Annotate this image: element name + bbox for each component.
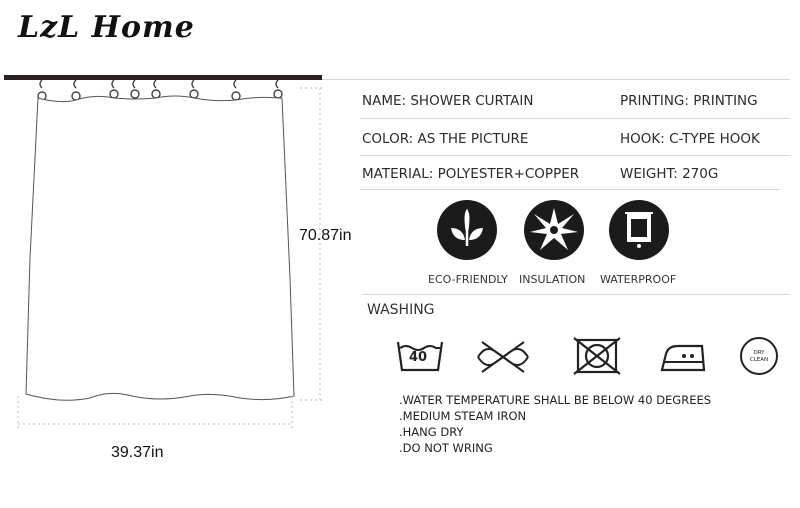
spec-printing: PRINTING: PRINTING: [620, 93, 758, 109]
waterproof-curtain-icon: [609, 200, 669, 260]
divider: [322, 79, 790, 80]
wash-40-icon: [396, 338, 444, 378]
spec-material: MATERIAL: POLYESTER+COPPER: [362, 166, 580, 182]
washing-note: .DO NOT WRING: [399, 441, 493, 455]
height-dimension: 70.87in: [299, 227, 352, 244]
divider: [362, 294, 790, 295]
washing-notes: [399, 392, 711, 456]
iron-medium-icon: [658, 338, 712, 374]
spec-weight: WEIGHT: 270G: [620, 166, 719, 182]
insulation-star-icon: [524, 200, 584, 260]
do-not-tumble-dry-icon: [570, 336, 624, 376]
feature-label-insulation: INSULATION: [519, 273, 586, 286]
divider: [360, 155, 790, 156]
feature-label-eco: ECO-FRIENDLY: [428, 273, 508, 286]
divider: [360, 118, 790, 119]
washing-note: .MEDIUM STEAM IRON: [399, 409, 527, 423]
eco-leaf-icon: [437, 200, 497, 260]
dry-clean-text-1: DRY: [753, 350, 765, 356]
feature-label-waterproof: WATERPROOF: [600, 273, 677, 286]
brand-logo: LzL Home: [18, 10, 195, 45]
washing-note: .HANG DRY: [399, 425, 464, 439]
shower-curtain-illustration: [0, 78, 330, 438]
dry-clean-text-2: CLEAN: [749, 357, 769, 363]
wash-temp-label: 40: [409, 350, 428, 365]
width-dimension: 39.37in: [111, 444, 164, 461]
spec-color: COLOR: AS THE PICTURE: [362, 131, 529, 147]
do-not-wring-icon: [474, 338, 532, 376]
spec-name: NAME: SHOWER CURTAIN: [362, 93, 534, 109]
washing-note: .WATER TEMPERATURE SHALL BE BELOW 40 DEGREES: [399, 393, 712, 407]
divider: [360, 189, 780, 190]
dry-clean-icon: [740, 337, 778, 375]
washing-title: WASHING: [367, 302, 435, 318]
spec-hook: HOOK: C-TYPE HOOK: [620, 131, 760, 147]
